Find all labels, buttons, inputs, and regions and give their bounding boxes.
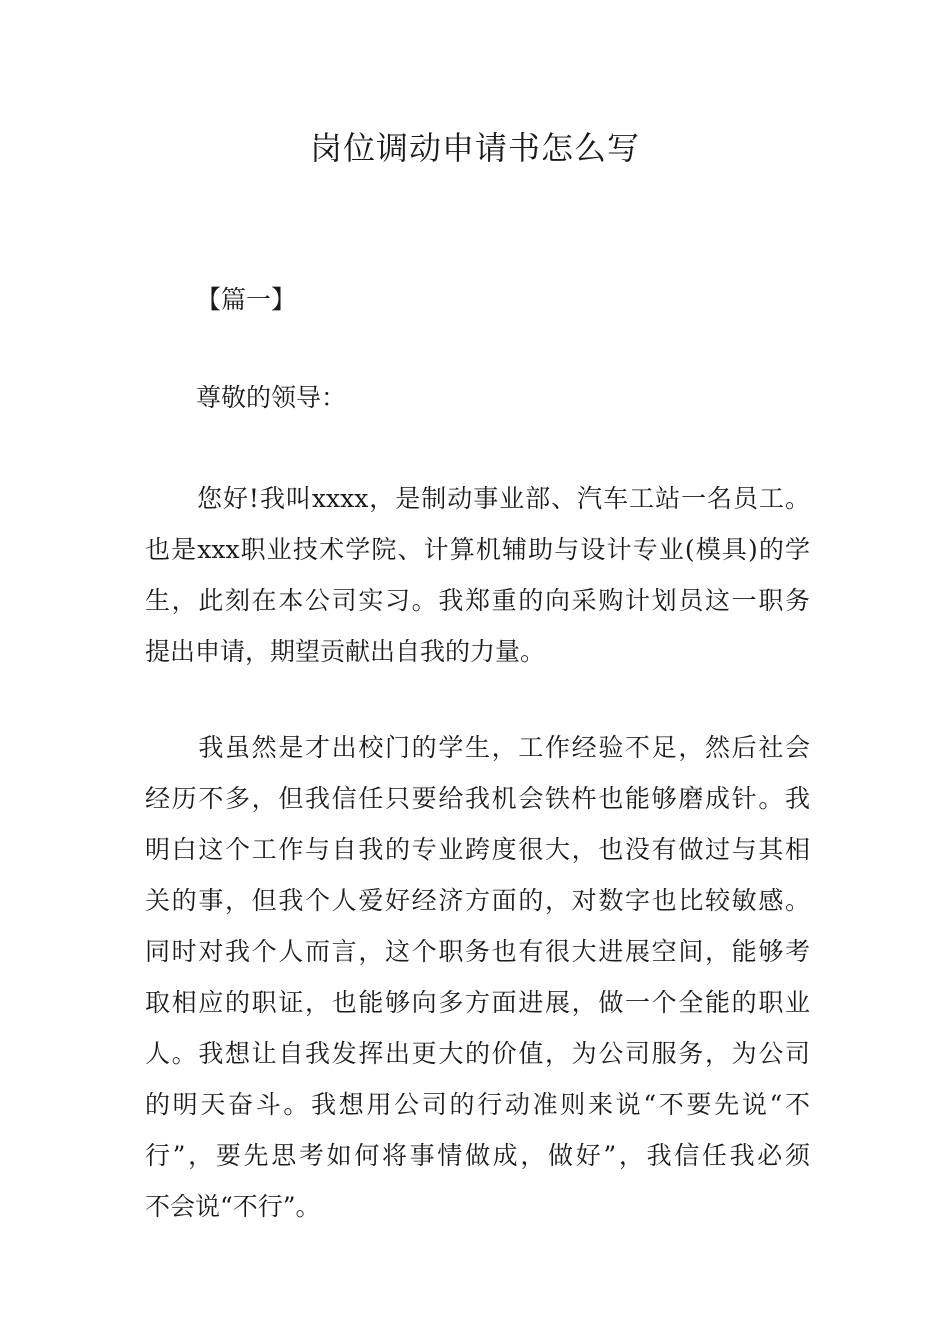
paragraph-line: 同时对我个人而言，这个职务也有很大进展空间，能够考 <box>145 937 810 966</box>
paragraph-line: 提出申请，期望贡献出自我的力量。 <box>145 637 546 666</box>
document-title: 岗位调动申请书怎么写 <box>309 129 640 167</box>
paragraph-line: 也是xxx职业技术学院、计算机辅助与设计专业(模具)的学 <box>145 535 810 564</box>
paragraph-line: 您好!我叫xxxx，是制动事业部、汽车工站一名员工。 <box>145 484 810 513</box>
paragraph-line: 的明天奋斗。我想用公司的行动准则来说“不要先说“不 <box>145 1090 810 1119</box>
paragraph-line: 明白这个工作与自我的专业跨度很大，也没有做过与其相 <box>145 835 810 864</box>
paragraph-line: 关的事，但我个人爱好经济方面的，对数字也比较敏感。 <box>145 886 810 915</box>
paragraph-line: 生，此刻在本公司实习。我郑重的向采购计划员这一职务 <box>145 586 810 615</box>
paragraph-line: 人。我想让自我发挥出更大的价值，为公司服务，为公司 <box>145 1039 810 1068</box>
paragraph-line: 不会说“不行”。 <box>145 1192 321 1221</box>
paragraph-line: 我虽然是才出校门的学生，工作经验不足，然后社会 <box>145 733 810 762</box>
paragraph-line: 行”，要先思考如何将事情做成，做好”，我信任我必须 <box>145 1141 810 1170</box>
paragraph-line: 经历不多，但我信任只要给我机会铁杵也能够磨成针。我 <box>145 784 810 813</box>
paragraph-line: 取相应的职证，也能够向多方面进展，做一个全能的职业 <box>145 988 810 1017</box>
paragraph-1 <box>145 473 810 677</box>
paragraph-2 <box>145 722 810 1232</box>
salutation: 尊敬的领导： <box>196 383 347 412</box>
section-label: 【篇一】 <box>196 285 297 314</box>
